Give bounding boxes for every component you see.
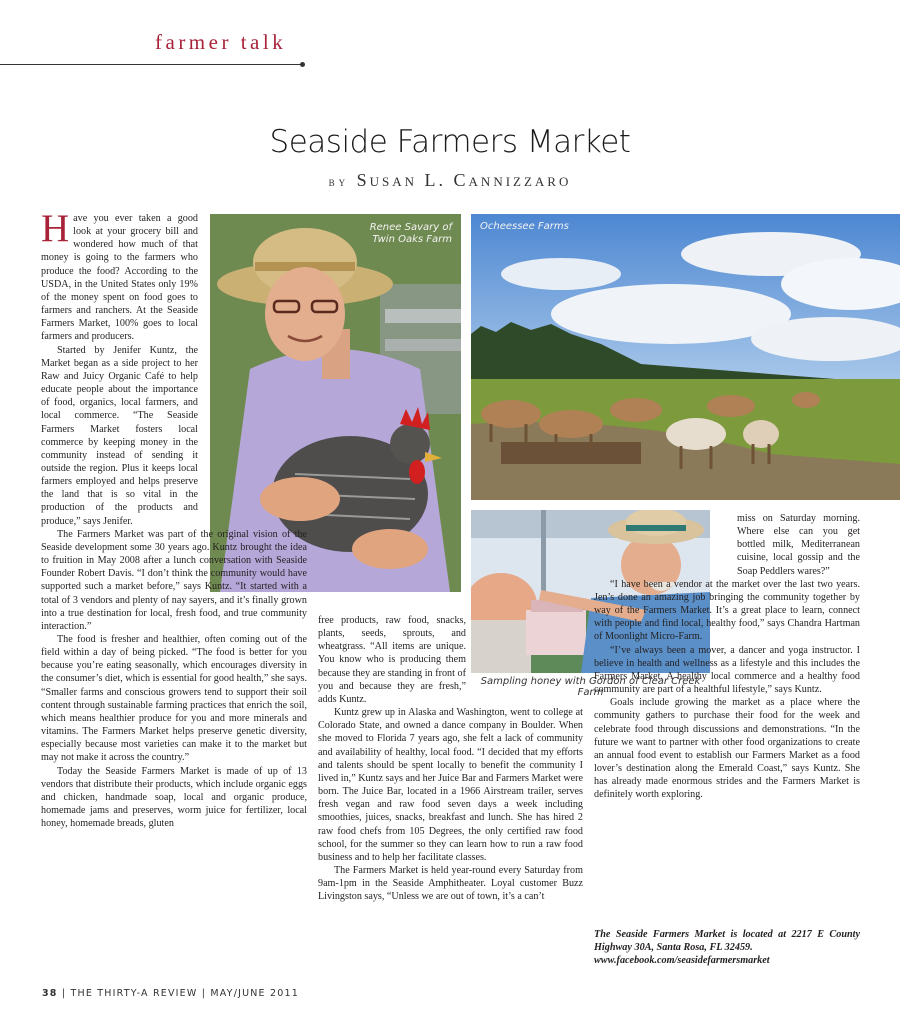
- market-address: The Seaside Farmers Market is located at 2217 E County Highway 30A, Santa Rosa, FL 32459.: [594, 929, 860, 954]
- col1-paragraph-4: The food is fresher and healthier, often coming out of the field within a day of being picked. “The food is better for you because you’re eating seasonally, which encourages diversity in the consumer’s diet, which is essential for good health,” she says. “Smaller farms and conscious growers tend to support their soil content through sustainable farming practices that enrich the soil, which means healthier produce for you and more minerals and vitamins. The Farmers Market helps preserve genetic diversity, especially because most varieties can make it to the market but may not make it across the country.”: [41, 634, 307, 764]
- byline: [0, 170, 900, 191]
- folio-separator-1: |: [61, 988, 67, 999]
- issue-date: MAY/JUNE 2011: [210, 988, 299, 999]
- col2-paragraph-3: The Farmers Market is held year-round every Saturday from 9am-1pm in the Seaside Amphitheater. Loyal customer Buzz Livingston says, “Unless we are out of town, it’s a can’t: [318, 864, 583, 903]
- folio-separator-2: |: [201, 988, 207, 999]
- article-column-2: [318, 614, 583, 903]
- col2-paragraph-2: Kuntz grew up in Alaska and Washington, went to college at Colorado State, and owned a dance company in Boulder. When she moved to Florida 7 years ago, she felt a lack of community and availability of healthy, local food. “I decided that my efforts and talents should be spent locally to benefit the community I lived in,” Kuntz says and her Juice Bar and Farmers Market were born. The Juice Bar, located in a 1966 Airstream trailer, serves fresh vegan and raw food seven days a week including smoothies, juices, snacks, breakfast and lunch. She has hired 2 raw food chefs from 105 Degrees, the only certified raw food school, for the summer so they can learn how to run a raw food business and to help her facilitate classes.: [318, 707, 583, 863]
- renee-photo-caption: [370, 222, 452, 246]
- col3-paragraph-4: Goals include growing the market as a place where the community gathers to purchase their food for the week and celebrate food through discussions and demonstrations. “In the future we want to partner with other food organizations to create an annual food event to establish our Farmers Market as a food lover’s destination along the Emerald Coast,” says Kuntz. She has already made enormous strides and the Farmers Market is definitely worth exploring.: [594, 697, 860, 801]
- drop-cap: H: [41, 207, 70, 250]
- renee-caption-line1: Renee Savary of: [369, 222, 452, 233]
- col3-paragraph-2: “I have been a vendor at the market over the last two years. Jen’s done an amazing job bringing the community together by way of the Farmers Market. It’s a great place to learn, connect with people and find local, healthy food,” says Chandra Hartman of Moonlight Micro-Farm.: [594, 578, 860, 643]
- farm-photo-caption: Ocheessee Farms: [480, 221, 569, 232]
- header-rule-dot: [300, 62, 305, 67]
- article-title: Seaside Farmers Market: [269, 124, 631, 160]
- col3-paragraph-1: miss on Saturday morning. Where else can you get bottled milk, Mediterranean cuisine, local gossip and the Soap Peddlers wares?”: [737, 513, 860, 577]
- col2-paragraph-1: free products, raw food, snacks, plants, seeds, sprouts, and wheatgrass. “All items are unique. You know who is producing them because they are standing in front of you and because they are fresh,” adds Kuntz.: [318, 615, 466, 705]
- col1-paragraph-1: [41, 207, 198, 344]
- col1-paragraph-2: Started by Jenifer Kuntz, the Market began as a side project to her Raw and Juicy Organic Café to help educate people about the importance of food, organics, local farmers, and local commerce. “The Seaside Farmers Market fosters local commerce by keeping money in the community instead of sending it outside the region. Plus it keeps local farmers employed and helps preserve the land that is so vital in the production of the products and produce,” says Jenifer.: [41, 344, 198, 527]
- author-name: Susan L. Cannizzaro: [356, 170, 572, 190]
- col1-paragraph-1-text: ave you ever taken a good look at your grocery bill and wondered how much of that money is going to the farmers who produce the food? According to the USDA, in the United States only 19% of the money spent on food goes to farmers and ranchers. At the Seaside Farmers Market, 100% goes to local farmers and producers.: [41, 213, 198, 343]
- col3-paragraph-3: “I’ve always been a mover, a dancer and yoga instructor. I believe in health and wellness as a lifestyle and this includes the Farmers Market. A healthy local commerce and a healthy food community are part of a healthful lifestyle,” says Kuntz.: [594, 644, 860, 696]
- market-location-info: [594, 928, 860, 968]
- col1-paragraph-3: The Farmers Market was part of the original vision of the Seaside development some 30 years ago. Kuntz brought the idea to fruition in May 2008 after a lunch conversation with Seaside Founder Robert Davis. “I don’t think the community would have supported such a market before,” says Kuntz. “It started with a total of 3 vendors and plenty of nay sayers, and it’s finally grown into a true destination for local, fresh food, and true community interaction.”: [41, 528, 307, 632]
- honey-photo-caption: Sampling honey with Gordon of Clear Creek Farm: [480, 676, 701, 698]
- byline-prefix: by: [328, 174, 350, 189]
- header-rule: [0, 64, 303, 65]
- photo-ocheessee-farms: [471, 214, 900, 500]
- market-facebook-link[interactable]: www.facebook.com/seasidefarmersmarket: [594, 955, 770, 967]
- page-folio: [42, 988, 299, 999]
- article-column-1: [41, 207, 307, 830]
- renee-caption-line2: Twin Oaks Farm: [372, 234, 452, 245]
- page-number: 38: [42, 988, 58, 999]
- section-label: farmer talk: [155, 30, 287, 54]
- publication-name: THE THIRTY-A REVIEW: [70, 988, 198, 999]
- farm-illustration: [471, 214, 900, 500]
- col1-paragraph-5: Today the Seaside Farmers Market is made of up of 13 vendors that distribute their products, which include organic eggs and chicken, handmade soap, local and organic produce, homemade jams and preserves, worm juice for fertilizer, local honey, homemade breads, gluten: [41, 765, 307, 830]
- article-column-3: [594, 512, 860, 801]
